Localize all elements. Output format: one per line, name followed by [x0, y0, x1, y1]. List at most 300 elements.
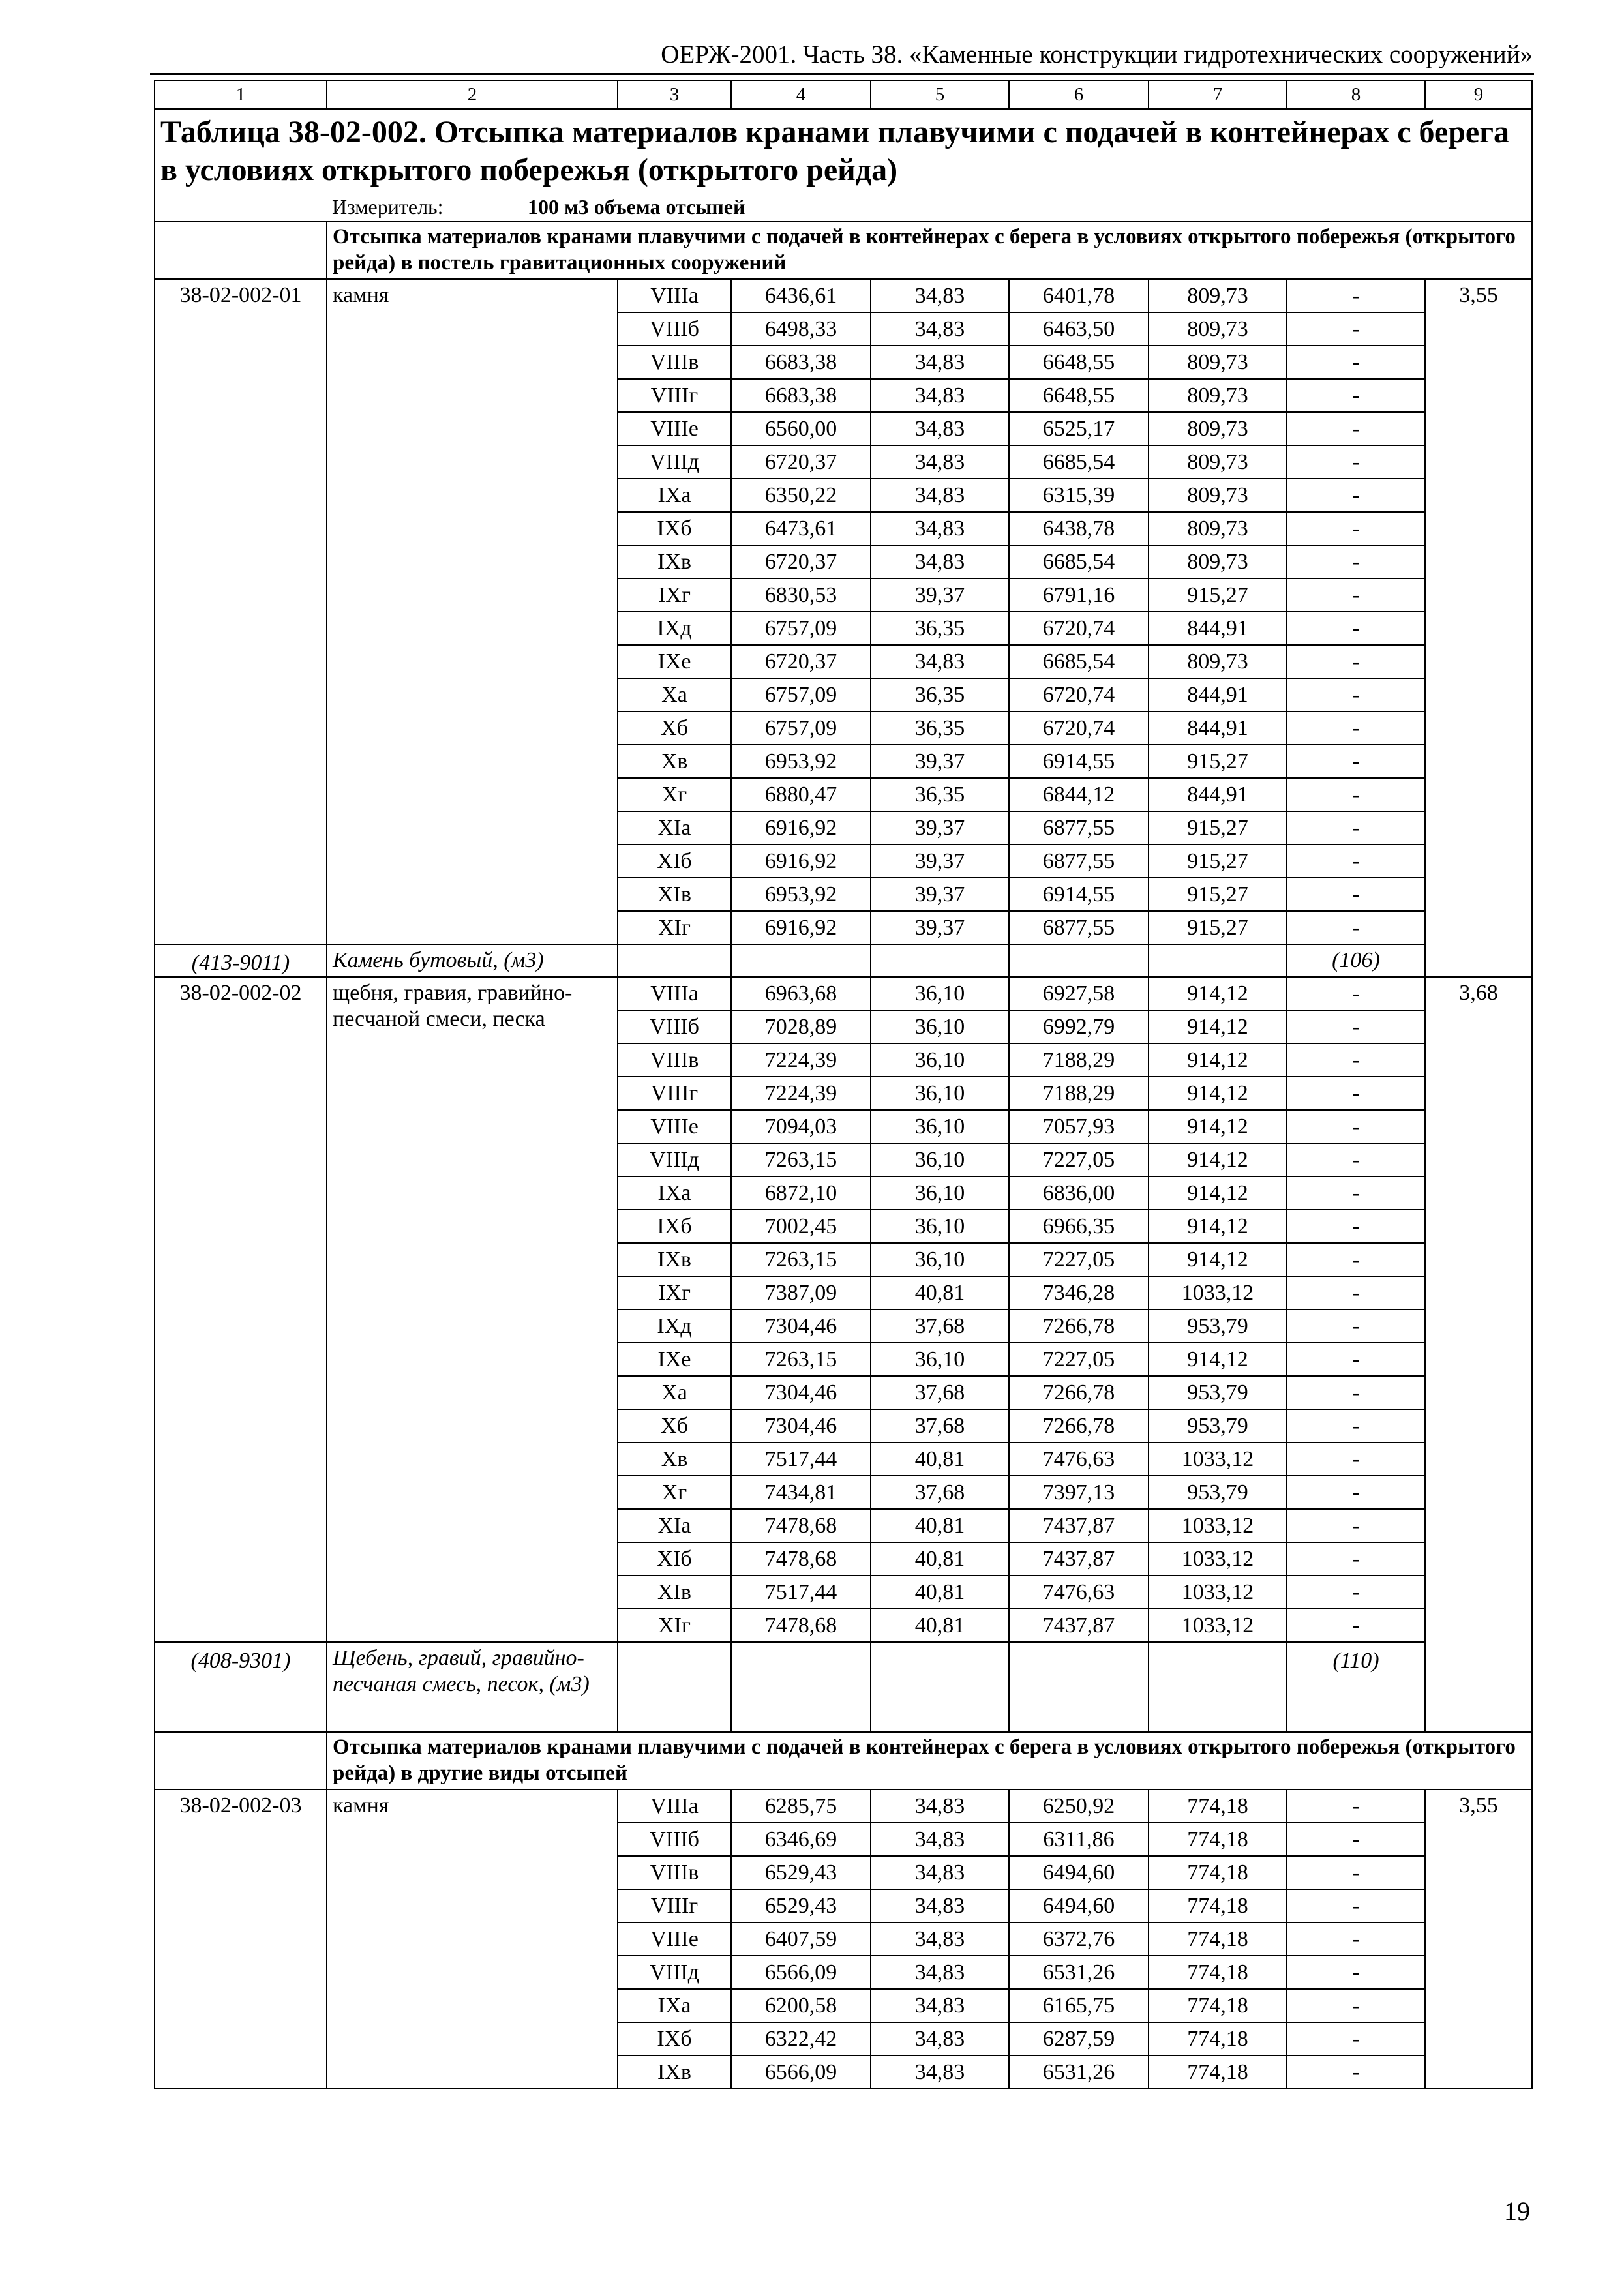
wages: 40,81 — [871, 1509, 1009, 1542]
soil-group: IXг — [618, 578, 731, 612]
soil-group: IXд — [618, 1309, 731, 1343]
machine-cost: 6250,92 — [1009, 1789, 1149, 1823]
driver-wages: 774,18 — [1149, 1989, 1287, 2022]
machine-cost: 7266,78 — [1009, 1409, 1149, 1443]
machine-cost: 7188,29 — [1009, 1043, 1149, 1077]
soil-group: XIг — [618, 911, 731, 944]
rate-coefficient: 3,68 — [1425, 977, 1532, 1732]
driver-wages: 809,73 — [1149, 312, 1287, 346]
resource-row — [155, 1642, 1532, 1732]
wages: 36,10 — [871, 1143, 1009, 1176]
resource-blank — [731, 1642, 871, 1732]
driver-wages: 953,79 — [1149, 1476, 1287, 1509]
direct-cost: 6566,09 — [731, 2056, 871, 2089]
soil-group: XIг — [618, 1609, 731, 1642]
direct-cost: 6916,92 — [731, 811, 871, 845]
machine-cost: 6914,55 — [1009, 878, 1149, 911]
driver-wages: 774,18 — [1149, 2056, 1287, 2089]
direct-cost: 7517,44 — [731, 1443, 871, 1476]
materials-cost: - — [1287, 1989, 1425, 2022]
materials-cost: - — [1287, 1309, 1425, 1343]
direct-cost: 7304,46 — [731, 1309, 871, 1343]
soil-group: VIIIв — [618, 1856, 731, 1889]
soil-group: Xа — [618, 678, 731, 711]
materials-cost: - — [1287, 1409, 1425, 1443]
resource-blank — [731, 944, 871, 977]
machine-cost: 7266,78 — [1009, 1309, 1149, 1343]
soil-group: XIа — [618, 811, 731, 845]
machine-cost: 7397,13 — [1009, 1476, 1149, 1509]
soil-group: VIIIг — [618, 1077, 731, 1110]
driver-wages: 914,12 — [1149, 1043, 1287, 1077]
materials-cost: - — [1287, 1542, 1425, 1576]
meter-label: Измеритель: — [332, 194, 444, 218]
machine-cost: 6311,86 — [1009, 1823, 1149, 1856]
direct-cost: 6757,09 — [731, 678, 871, 711]
machine-cost: 7057,93 — [1009, 1110, 1149, 1143]
wages: 39,37 — [871, 811, 1009, 845]
driver-wages: 809,73 — [1149, 545, 1287, 578]
machine-cost: 6927,58 — [1009, 977, 1149, 1010]
materials-cost: - — [1287, 911, 1425, 944]
machine-cost: 6836,00 — [1009, 1176, 1149, 1210]
soil-group: IXе — [618, 1343, 731, 1376]
section-spacer — [155, 1732, 327, 1789]
direct-cost: 6720,37 — [731, 545, 871, 578]
direct-cost: 6757,09 — [731, 711, 871, 745]
materials-cost: - — [1287, 1789, 1425, 1823]
machine-cost: 6877,55 — [1009, 911, 1149, 944]
wages: 34,83 — [871, 479, 1009, 512]
wages: 34,83 — [871, 1889, 1009, 1922]
machine-cost: 6844,12 — [1009, 778, 1149, 811]
wages: 39,37 — [871, 878, 1009, 911]
wages: 34,83 — [871, 1856, 1009, 1889]
materials-cost: - — [1287, 845, 1425, 878]
direct-cost: 7224,39 — [731, 1077, 871, 1110]
machine-cost: 7476,63 — [1009, 1576, 1149, 1609]
section-spacer — [155, 222, 327, 279]
machine-cost: 6966,35 — [1009, 1210, 1149, 1243]
machine-cost: 6438,78 — [1009, 512, 1149, 545]
direct-cost: 6757,09 — [731, 612, 871, 645]
materials-cost: - — [1287, 778, 1425, 811]
machine-cost: 6685,54 — [1009, 445, 1149, 479]
wages: 37,68 — [871, 1376, 1009, 1409]
materials-cost: - — [1287, 1110, 1425, 1143]
section-heading-row — [155, 222, 1532, 279]
soil-group: IXб — [618, 1210, 731, 1243]
resource-quantity: (110) — [1287, 1642, 1425, 1732]
machine-cost: 6877,55 — [1009, 811, 1149, 845]
direct-cost: 7224,39 — [731, 1043, 871, 1077]
driver-wages: 914,12 — [1149, 1010, 1287, 1043]
soil-group: Xг — [618, 778, 731, 811]
wages: 36,10 — [871, 1010, 1009, 1043]
wages: 36,10 — [871, 1343, 1009, 1376]
wages: 36,10 — [871, 1176, 1009, 1210]
driver-wages: 774,18 — [1149, 1956, 1287, 1989]
machine-cost: 7227,05 — [1009, 1143, 1149, 1176]
wages: 36,10 — [871, 1043, 1009, 1077]
driver-wages: 809,73 — [1149, 645, 1287, 678]
rate-code: 38-02-002-02 — [155, 977, 327, 1642]
driver-wages: 1033,12 — [1149, 1542, 1287, 1576]
driver-wages: 914,12 — [1149, 977, 1287, 1010]
direct-cost: 6436,61 — [731, 279, 871, 312]
wages: 34,83 — [871, 1789, 1009, 1823]
driver-wages: 809,73 — [1149, 445, 1287, 479]
resource-blank — [618, 1642, 731, 1732]
materials-cost: - — [1287, 1243, 1425, 1276]
soil-group: VIIIв — [618, 346, 731, 379]
driver-wages: 774,18 — [1149, 1922, 1287, 1956]
soil-group: VIIIе — [618, 412, 731, 445]
wages: 39,37 — [871, 845, 1009, 878]
driver-wages: 774,18 — [1149, 1823, 1287, 1856]
wages: 34,83 — [871, 279, 1009, 312]
driver-wages: 915,27 — [1149, 811, 1287, 845]
materials-cost: - — [1287, 977, 1425, 1010]
soil-group: VIIIа — [618, 977, 731, 1010]
soil-group: Xг — [618, 1476, 731, 1509]
machine-cost: 7437,87 — [1009, 1542, 1149, 1576]
machine-cost: 6648,55 — [1009, 346, 1149, 379]
materials-cost: - — [1287, 1010, 1425, 1043]
column-number: 2 — [327, 80, 618, 109]
direct-cost: 7478,68 — [731, 1542, 871, 1576]
wages: 40,81 — [871, 1542, 1009, 1576]
materials-cost: - — [1287, 1043, 1425, 1077]
column-number: 4 — [731, 80, 871, 109]
materials-cost: - — [1287, 1889, 1425, 1922]
soil-group: VIIIб — [618, 312, 731, 346]
machine-cost: 6531,26 — [1009, 1956, 1149, 1989]
soil-group: Xб — [618, 711, 731, 745]
direct-cost: 7263,15 — [731, 1343, 871, 1376]
resource-quantity: (106) — [1287, 944, 1425, 977]
wages: 34,83 — [871, 645, 1009, 678]
direct-cost: 6880,47 — [731, 778, 871, 811]
materials-cost: - — [1287, 1509, 1425, 1542]
driver-wages: 914,12 — [1149, 1110, 1287, 1143]
materials-cost: - — [1287, 1576, 1425, 1609]
materials-cost: - — [1287, 1343, 1425, 1376]
driver-wages: 953,79 — [1149, 1409, 1287, 1443]
wages: 39,37 — [871, 578, 1009, 612]
direct-cost: 7387,09 — [731, 1276, 871, 1309]
direct-cost: 6473,61 — [731, 512, 871, 545]
wages: 34,83 — [871, 1823, 1009, 1856]
driver-wages: 914,12 — [1149, 1176, 1287, 1210]
direct-cost: 7002,45 — [731, 1210, 871, 1243]
page-number: 19 — [1504, 2196, 1530, 2226]
resource-name: Камень бутовый, (м3) — [327, 944, 618, 977]
driver-wages: 844,91 — [1149, 778, 1287, 811]
wages: 36,35 — [871, 612, 1009, 645]
soil-group: VIIIб — [618, 1823, 731, 1856]
direct-cost: 6350,22 — [731, 479, 871, 512]
materials-cost: - — [1287, 279, 1425, 312]
rate-name: камня — [327, 279, 618, 944]
soil-group: IXе — [618, 645, 731, 678]
wages: 36,35 — [871, 678, 1009, 711]
soil-group: XIв — [618, 878, 731, 911]
machine-cost: 6685,54 — [1009, 545, 1149, 578]
rate-coefficient: 3,55 — [1425, 279, 1532, 977]
wages: 36,10 — [871, 1110, 1009, 1143]
column-number: 3 — [618, 80, 731, 109]
soil-group: IXв — [618, 1243, 731, 1276]
direct-cost: 6529,43 — [731, 1889, 871, 1922]
machine-cost: 6685,54 — [1009, 645, 1149, 678]
direct-cost: 6407,59 — [731, 1922, 871, 1956]
materials-cost: - — [1287, 379, 1425, 412]
materials-cost: - — [1287, 445, 1425, 479]
wages: 37,68 — [871, 1476, 1009, 1509]
materials-cost: - — [1287, 2056, 1425, 2089]
driver-wages: 809,73 — [1149, 279, 1287, 312]
machine-cost: 6648,55 — [1009, 379, 1149, 412]
wages: 39,37 — [871, 911, 1009, 944]
machine-cost: 6720,74 — [1009, 612, 1149, 645]
driver-wages: 774,18 — [1149, 1856, 1287, 1889]
driver-wages: 914,12 — [1149, 1243, 1287, 1276]
direct-cost: 6322,42 — [731, 2022, 871, 2056]
driver-wages: 1033,12 — [1149, 1609, 1287, 1642]
running-header: ОЕРЖ-2001. Часть 38. «Каменные конструкции гидротехнических сооружений» — [661, 40, 1533, 68]
direct-cost: 7263,15 — [731, 1143, 871, 1176]
materials-cost: - — [1287, 811, 1425, 845]
direct-cost: 6683,38 — [731, 346, 871, 379]
driver-wages: 809,73 — [1149, 412, 1287, 445]
machine-cost: 7266,78 — [1009, 1376, 1149, 1409]
resource-blank — [871, 944, 1009, 977]
driver-wages: 914,12 — [1149, 1210, 1287, 1243]
direct-cost: 7304,46 — [731, 1376, 871, 1409]
driver-wages: 914,12 — [1149, 1077, 1287, 1110]
materials-cost: - — [1287, 545, 1425, 578]
wages: 40,81 — [871, 1276, 1009, 1309]
driver-wages: 844,91 — [1149, 678, 1287, 711]
resource-blank — [871, 1642, 1009, 1732]
wages: 40,81 — [871, 1609, 1009, 1642]
materials-cost: - — [1287, 645, 1425, 678]
direct-cost: 6963,68 — [731, 977, 871, 1010]
table-title-row — [155, 109, 1532, 192]
wages: 40,81 — [871, 1576, 1009, 1609]
machine-cost: 7346,28 — [1009, 1276, 1149, 1309]
direct-cost: 6285,75 — [731, 1789, 871, 1823]
direct-cost: 7304,46 — [731, 1409, 871, 1443]
wages: 34,83 — [871, 1989, 1009, 2022]
materials-cost: - — [1287, 479, 1425, 512]
soil-group: Xв — [618, 1443, 731, 1476]
section-heading-row — [155, 1732, 1532, 1789]
machine-cost: 6914,55 — [1009, 745, 1149, 778]
direct-cost: 6566,09 — [731, 1956, 871, 1989]
machine-cost: 6287,59 — [1009, 2022, 1149, 2056]
direct-cost: 7028,89 — [731, 1010, 871, 1043]
wages: 34,83 — [871, 379, 1009, 412]
direct-cost: 6953,92 — [731, 878, 871, 911]
materials-cost: - — [1287, 1823, 1425, 1856]
driver-wages: 915,27 — [1149, 745, 1287, 778]
column-number: 1 — [155, 80, 327, 109]
wages: 36,10 — [871, 1077, 1009, 1110]
driver-wages: 914,12 — [1149, 1143, 1287, 1176]
direct-cost: 7263,15 — [731, 1243, 871, 1276]
soil-group: IXа — [618, 1176, 731, 1210]
direct-cost: 6953,92 — [731, 745, 871, 778]
soil-group: VIIIб — [618, 1010, 731, 1043]
direct-cost: 6720,37 — [731, 645, 871, 678]
rate-name: камня — [327, 1789, 618, 2089]
materials-cost: - — [1287, 512, 1425, 545]
column-number: 7 — [1149, 80, 1287, 109]
driver-wages: 809,73 — [1149, 479, 1287, 512]
materials-cost: - — [1287, 711, 1425, 745]
soil-group: VIIIд — [618, 445, 731, 479]
soil-group: XIб — [618, 1542, 731, 1576]
column-number: 9 — [1425, 80, 1532, 109]
meter-spacer — [155, 192, 327, 222]
resource-blank — [1149, 944, 1287, 977]
wages: 39,37 — [871, 745, 1009, 778]
driver-wages: 1033,12 — [1149, 1576, 1287, 1609]
machine-cost: 6531,26 — [1009, 2056, 1149, 2089]
direct-cost: 6916,92 — [731, 911, 871, 944]
wages: 34,83 — [871, 2022, 1009, 2056]
machine-cost: 6525,17 — [1009, 412, 1149, 445]
wages: 34,83 — [871, 1956, 1009, 1989]
wages: 34,83 — [871, 412, 1009, 445]
soil-group: VIIIе — [618, 1110, 731, 1143]
rate-code: 38-02-002-01 — [155, 279, 327, 944]
wages: 34,83 — [871, 346, 1009, 379]
direct-cost: 6529,43 — [731, 1856, 871, 1889]
soil-group: IXа — [618, 479, 731, 512]
driver-wages: 809,73 — [1149, 512, 1287, 545]
direct-cost: 6200,58 — [731, 1989, 871, 2022]
machine-cost: 6494,60 — [1009, 1889, 1149, 1922]
wages: 36,35 — [871, 711, 1009, 745]
direct-cost: 6872,10 — [731, 1176, 871, 1210]
column-number: 8 — [1287, 80, 1425, 109]
materials-cost: - — [1287, 2022, 1425, 2056]
rate-name: щебня, гравия, гравийно-песчаной смеси, песка — [327, 977, 618, 1642]
soil-group: Xв — [618, 745, 731, 778]
materials-cost: - — [1287, 1143, 1425, 1176]
soil-group: IXа — [618, 1989, 731, 2022]
driver-wages: 914,12 — [1149, 1343, 1287, 1376]
rates-table-body — [155, 80, 1532, 2089]
direct-cost: 6916,92 — [731, 845, 871, 878]
materials-cost: - — [1287, 745, 1425, 778]
wages: 36,10 — [871, 1243, 1009, 1276]
resource-code: (413-9011) — [155, 944, 327, 977]
driver-wages: 915,27 — [1149, 578, 1287, 612]
soil-group: Xб — [618, 1409, 731, 1443]
materials-cost: - — [1287, 1956, 1425, 1989]
column-number: 6 — [1009, 80, 1149, 109]
machine-cost: 6720,74 — [1009, 678, 1149, 711]
machine-cost: 7227,05 — [1009, 1343, 1149, 1376]
materials-cost: - — [1287, 1376, 1425, 1409]
direct-cost: 6830,53 — [731, 578, 871, 612]
rate-coefficient: 3,55 — [1425, 1789, 1532, 2089]
direct-cost: 7478,68 — [731, 1509, 871, 1542]
machine-cost: 6315,39 — [1009, 479, 1149, 512]
driver-wages: 953,79 — [1149, 1309, 1287, 1343]
soil-group: VIIIа — [618, 279, 731, 312]
wages: 37,68 — [871, 1409, 1009, 1443]
resource-blank — [1149, 1642, 1287, 1732]
machine-cost: 7437,87 — [1009, 1609, 1149, 1642]
driver-wages: 915,27 — [1149, 845, 1287, 878]
direct-cost: 6560,00 — [731, 412, 871, 445]
soil-group: VIIIг — [618, 379, 731, 412]
machine-cost: 6372,76 — [1009, 1922, 1149, 1956]
machine-cost: 6165,75 — [1009, 1989, 1149, 2022]
soil-group: Xа — [618, 1376, 731, 1409]
soil-group: XIв — [618, 1576, 731, 1609]
soil-group: XIб — [618, 845, 731, 878]
driver-wages: 774,18 — [1149, 1789, 1287, 1823]
materials-cost: - — [1287, 878, 1425, 911]
direct-cost: 6683,38 — [731, 379, 871, 412]
wages: 37,68 — [871, 1309, 1009, 1343]
soil-group: VIIIе — [618, 1922, 731, 1956]
driver-wages: 774,18 — [1149, 1889, 1287, 1922]
header-rule — [150, 73, 1534, 75]
materials-cost: - — [1287, 1443, 1425, 1476]
driver-wages: 844,91 — [1149, 711, 1287, 745]
soil-group: IXд — [618, 612, 731, 645]
direct-cost: 6346,69 — [731, 1823, 871, 1856]
direct-cost: 7434,81 — [731, 1476, 871, 1509]
machine-cost: 6494,60 — [1009, 1856, 1149, 1889]
materials-cost: - — [1287, 1276, 1425, 1309]
soil-group: IXв — [618, 545, 731, 578]
direct-cost: 6498,33 — [731, 312, 871, 346]
soil-group: IXб — [618, 512, 731, 545]
driver-wages: 809,73 — [1149, 379, 1287, 412]
driver-wages: 953,79 — [1149, 1376, 1287, 1409]
direct-cost: 6720,37 — [731, 445, 871, 479]
wages: 34,83 — [871, 512, 1009, 545]
materials-cost: - — [1287, 412, 1425, 445]
wages: 36,35 — [871, 778, 1009, 811]
driver-wages: 774,18 — [1149, 2022, 1287, 2056]
soil-group: IXв — [618, 2056, 731, 2089]
direct-cost: 7478,68 — [731, 1609, 871, 1642]
resource-blank — [1009, 1642, 1149, 1732]
column-number: 5 — [871, 80, 1009, 109]
wages: 40,81 — [871, 1443, 1009, 1476]
materials-cost: - — [1287, 1922, 1425, 1956]
resource-name: Щебень, гравий, гравийно-песчаная смесь, песок, (м3) — [327, 1642, 618, 1732]
resource-code: (408-9301) — [155, 1642, 327, 1732]
materials-cost: - — [1287, 1856, 1425, 1889]
machine-cost: 6877,55 — [1009, 845, 1149, 878]
soil-group: IXг — [618, 1276, 731, 1309]
soil-group: VIIIд — [618, 1956, 731, 1989]
machine-cost: 6992,79 — [1009, 1010, 1149, 1043]
driver-wages: 1033,12 — [1149, 1509, 1287, 1542]
table-row — [155, 279, 1532, 312]
driver-wages: 915,27 — [1149, 878, 1287, 911]
